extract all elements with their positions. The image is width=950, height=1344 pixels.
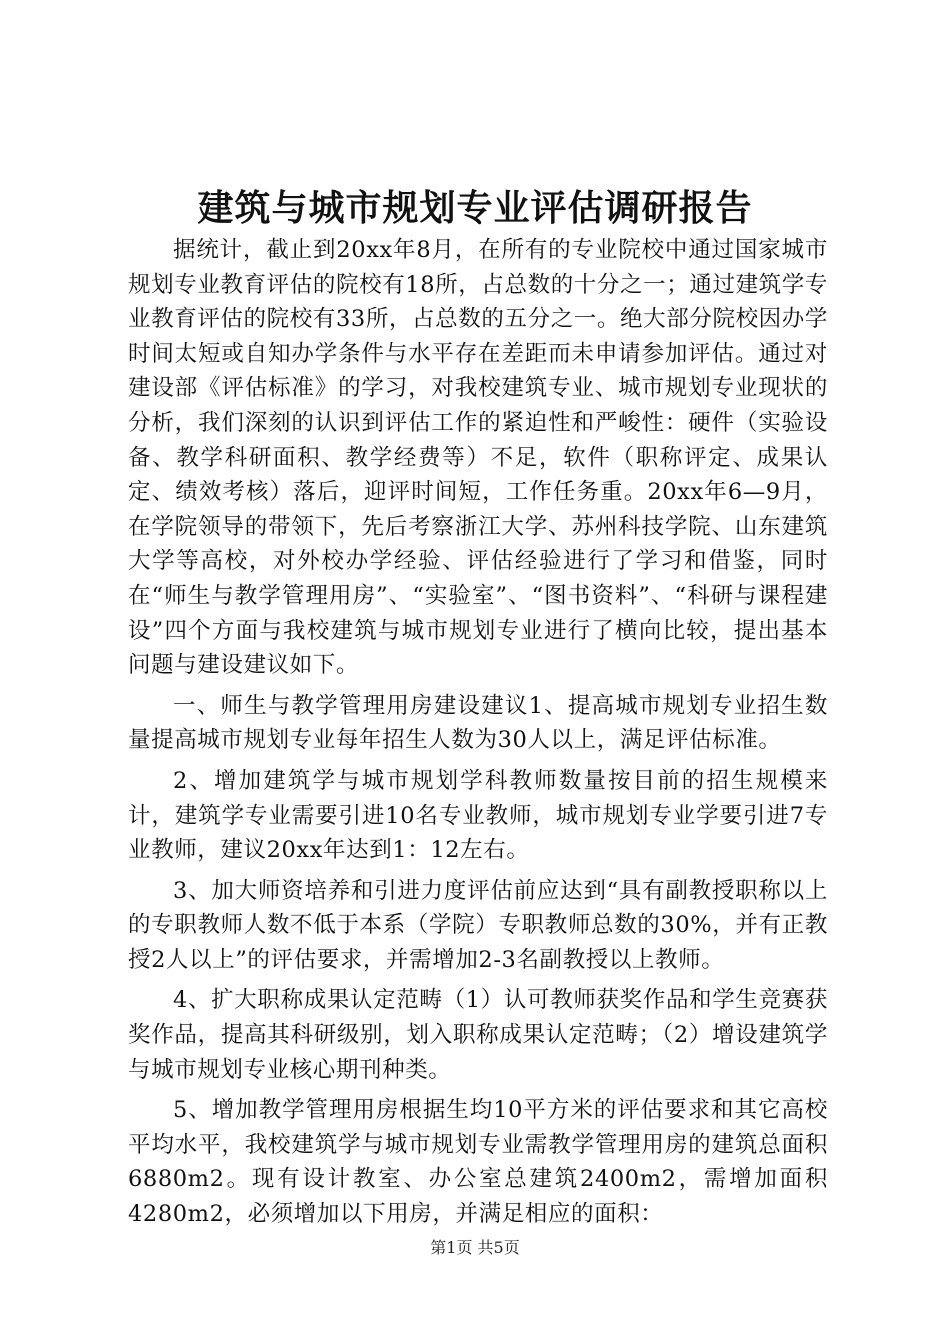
paragraph-item-4: 4、扩大职称成果认定范畴（1）认可教师获奖作品和学生竞赛获奖作品，提高其科研级别，划入职称成果认定范畴；（2）增设建筑学与城市规划专业核心期刊种类。	[128, 987, 828, 1083]
paragraph-section-1: 一、师生与教学管理用房建设建议1、提高城市规划专业招生数量提高城市规划专业每年招生人数为30人以上，满足评估标准。	[128, 692, 828, 754]
paragraph-item-3: 3、加大师资培养和引进力度评估前应达到“具有副教授职称以上的专职教师人数不低于本系（学院）专职教师总数的30%，并有正教授2人以上”的评估要求，并需增加2-3名副教授以上教师。	[128, 877, 828, 973]
paragraph-intro: 据统计，截止到20xx年8月，在所有的专业院校中通过国家城市规划专业教育评估的院校有18所，占总数的十分之一；通过建筑学专业教育评估的院校有33所，占总数的五分之一。绝大部分院校因办学时间太短或自知办学条件与水平存在差距而未申请参加评估。通过对建设部《评估标准》的学习，对我校建筑专业、城市规划专业现状的分析，我们深刻的认识到评估工作的紧迫性和严峻性：硬件（实验设备、教学科研面积、教学经费等）不足，软件（职称评定、成果认定、绩效考核）落后，迎评时间短，工作任务重。20xx年6—9月，在学院领导的带领下，先后考察浙江大学、苏州科技学院、山东建筑大学等高校，对外校办学经验、评估经验进行了学习和借鉴，同时在“师生与教学管理用房”、“实验室”、“图书资料”、“科研与课程建设”四个方面与我校建筑与城市规划专业进行了横向比较，提出基本问题与建设建议如下。	[128, 237, 828, 679]
page-footer: 第1页 共5页	[430, 1238, 520, 1257]
document-body	[128, 233, 828, 1232]
paragraph-item-2: 2、增加建筑学与城市规划学科教师数量按目前的招生规模来计，建筑学专业需要引进10名专业教师，城市规划专业学要引进7专业教师，建议20xx年达到1：12左右。	[128, 767, 828, 864]
paragraph-item-5: 5、增加教学管理用房根据生均10平方米的评估要求和其它高校平均水平，我校建筑学与城市规划专业需教学管理用房的建筑总面积6880m2。现有设计教室、办公室总建筑2400m2，需增加面积4280m2，必须增加以下用房，并满足相应的面积：	[128, 1097, 828, 1228]
document-title: 建筑与城市规划专业评估调研报告	[197, 187, 753, 229]
